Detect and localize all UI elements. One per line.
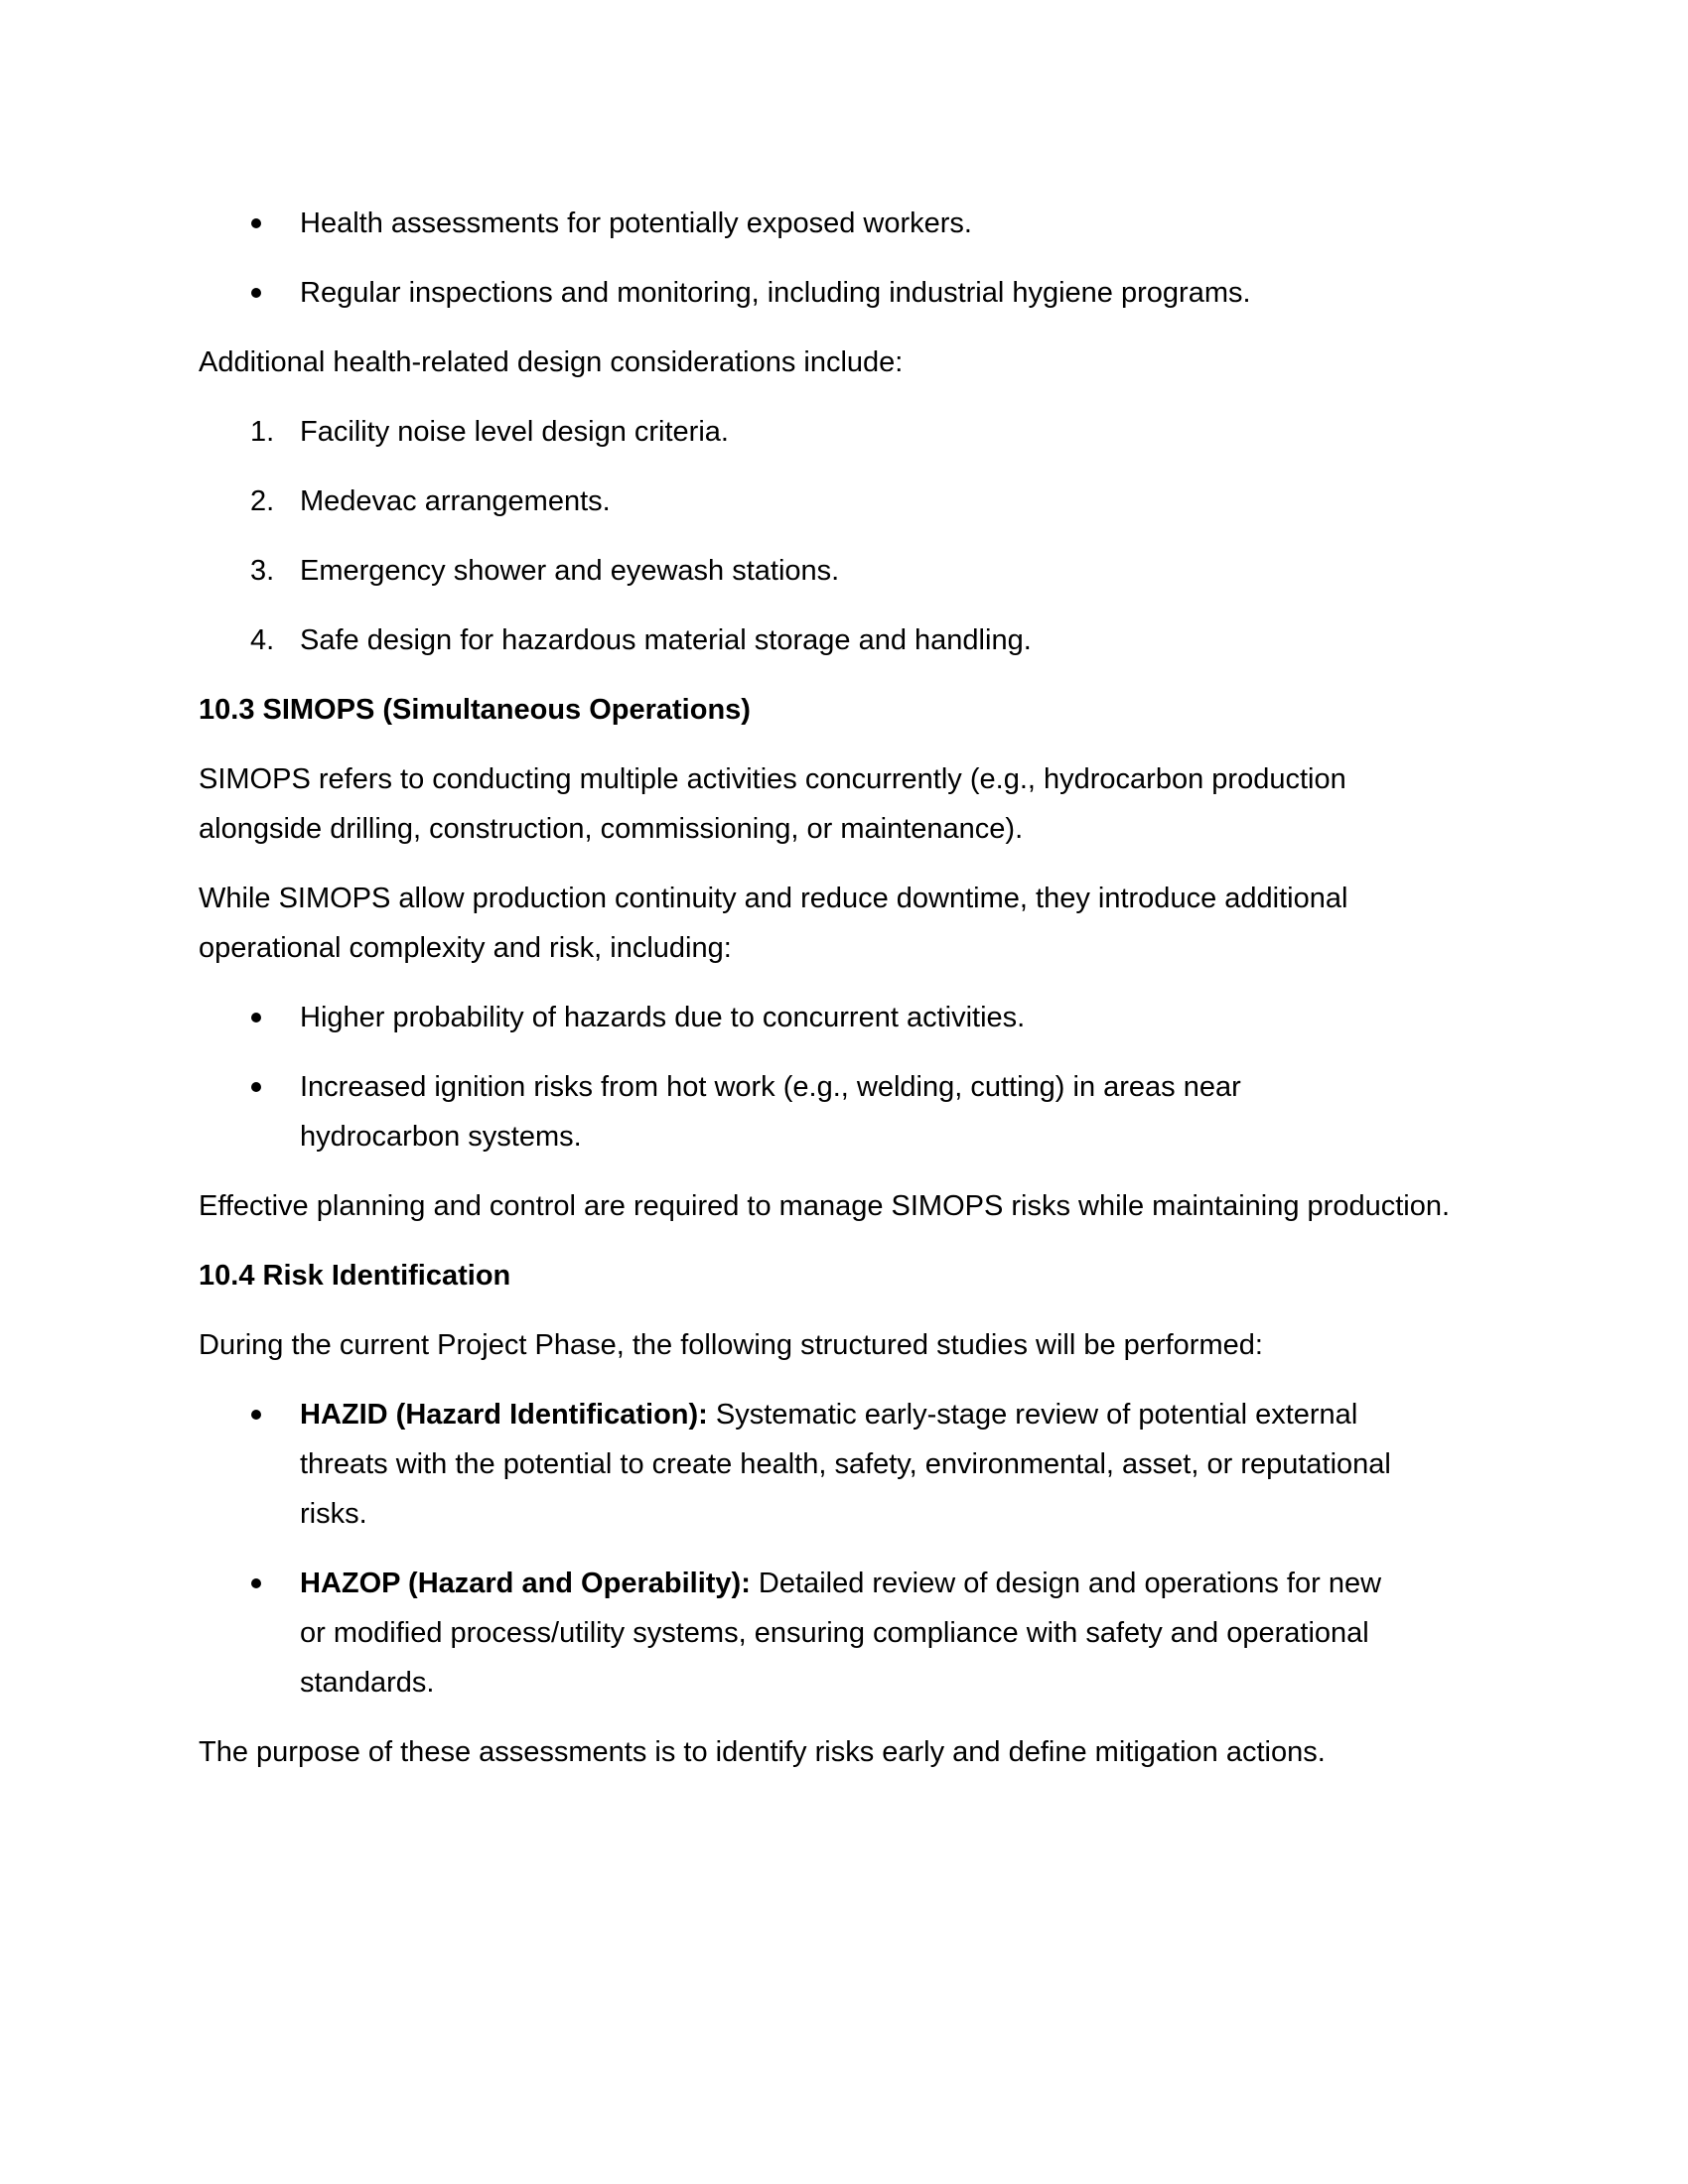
list-item (199, 1062, 1392, 1161)
risk-item-rest: Systematic early-stage review of potential external threats with the potential to create health, safety, environmental, asset, or reputational risks. (300, 1399, 1391, 1530)
content-area (199, 199, 1489, 1797)
list-item (199, 268, 1392, 318)
bullet-marker (251, 1410, 261, 1420)
list-item (199, 615, 1392, 665)
list-item-text: Safe design for hazardous material storage and handling. (300, 624, 1032, 656)
heading-10-4-risk-identification: 10.4 Risk Identification (199, 1260, 511, 1292)
list-item-text: Regular inspections and monitoring, including industrial hygiene programs. (300, 277, 1251, 309)
paragraph-simops-while: While SIMOPS allow production continuity and reduce downtime, they introduce additional operational complexity and risk, including: (199, 883, 1348, 964)
list-item (199, 477, 1392, 526)
bullet-marker (251, 1013, 261, 1023)
bullet-marker (251, 1578, 261, 1588)
list-item-text: Medevac arrangements. (300, 485, 611, 517)
list-item-text: Higher probability of hazards due to concurrent activities. (300, 1002, 1026, 1033)
number-marker: 1. (250, 416, 275, 448)
number-marker: 4. (250, 624, 275, 656)
list-item (199, 1559, 1392, 1707)
risk-item-lead: HAZOP (Hazard and Operability): (300, 1568, 751, 1599)
list-item-text: Health assessments for potentially exposed workers. (300, 207, 972, 239)
list-item (199, 199, 1392, 248)
list-item (199, 407, 1392, 457)
bullet-marker (251, 218, 261, 228)
risk-bullet-list (199, 1390, 1489, 1707)
list-item-text: Emergency shower and eyewash stations. (300, 555, 840, 587)
paragraph-effective: Effective planning and control are required to manage SIMOPS risks while maintaining production. (199, 1190, 1451, 1222)
paragraph-during: During the current Project Phase, the following structured studies will be performed: (199, 1329, 1263, 1361)
number-marker: 2. (250, 485, 275, 517)
intro-bullet-list (199, 199, 1489, 318)
simops-bullet-list (199, 993, 1489, 1161)
paragraph-purpose: The purpose of these assessments is to identify risks early and define mitigation actions. (199, 1736, 1326, 1768)
list-item (199, 546, 1392, 596)
paragraph-simops-definition: SIMOPS refers to conducting multiple activities concurrently (e.g., hydrocarbon production alongside drilling, construction, commissioning, or maintenance). (199, 763, 1346, 845)
risk-item-rest: Detailed review of design and operations for new or modified process/utility systems, ensuring compliance with safety and operational standards. (300, 1568, 1382, 1699)
list-item (199, 993, 1392, 1042)
heading-10-3-simops: 10.3 SIMOPS (Simultaneous Operations) (199, 694, 751, 726)
list-item-text: Increased ignition risks from hot work (e.g., welding, cutting) in areas near hydrocarbon systems. (300, 1071, 1241, 1153)
risk-item-lead: HAZID (Hazard Identification): (300, 1399, 708, 1431)
list-item (199, 1390, 1392, 1539)
bullet-marker (251, 1082, 261, 1092)
bullet-marker (251, 288, 261, 298)
paragraph-additional: Additional health-related design considerations include: (199, 346, 904, 378)
list-item-text: Facility noise level design criteria. (300, 416, 729, 448)
number-marker: 3. (250, 555, 275, 587)
numbered-list (199, 407, 1489, 665)
